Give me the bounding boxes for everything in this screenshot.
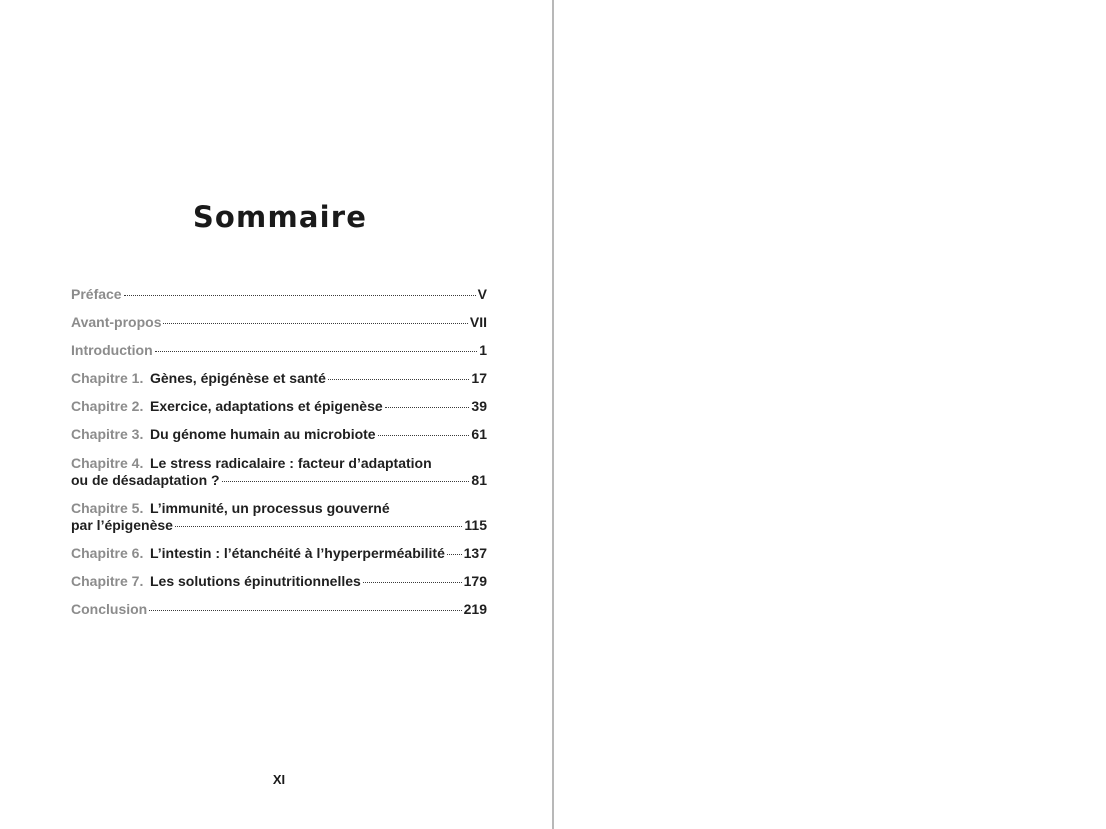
toc-entry-chapter-6 [71,543,487,563]
toc-entry-chapter-4 [71,453,487,490]
toc-entry-conclusion [71,599,487,619]
toc-chapter-title-continued: par l’épigenèse [71,517,173,533]
dot-leader [328,379,470,380]
toc-chapter-number: Chapitre 4. [71,455,144,471]
dot-leader [175,526,462,527]
toc-page-number: 1 [479,342,487,358]
toc-entry-introduction [71,340,487,360]
dot-leader [124,295,476,296]
toc-entry-preface [71,284,487,304]
toc-page-number: 179 [463,573,487,589]
toc-entry-chapter-5 [71,498,487,535]
toc-entry-label: Introduction [71,342,153,358]
toc-entry-label: Conclusion [71,601,148,617]
left-page [0,0,552,829]
page-title: Sommaire [192,200,368,234]
toc-chapter-number: Chapitre 1. [71,370,144,386]
toc-chapter-number: Chapitre 2. [71,398,144,414]
toc-entry-label: Préface [71,286,122,302]
toc-page-number: 115 [464,517,487,533]
toc-chapter-title-continued: ou de désadaptation ? [71,472,220,488]
dot-leader [149,610,461,611]
toc-entry-chapter-1 [71,368,487,388]
toc-page-number: 81 [471,472,487,488]
toc-page-number: 61 [471,426,487,442]
toc-chapter-number: Chapitre 7. [71,573,144,589]
toc-entry-label: Avant-propos [71,314,162,330]
toc-chapter-title: Exercice, adaptations et épigenèse [150,398,383,414]
dot-leader [385,407,470,408]
dot-leader [222,481,470,482]
dot-leader [163,323,467,324]
toc-chapter-number: Chapitre 5. [71,500,144,516]
toc-page-number: 17 [471,370,487,386]
toc-page-number: 39 [471,398,487,414]
toc-chapter-number: Chapitre 6. [71,545,144,561]
toc-page-number: 137 [463,545,487,561]
toc-entry-chapter-7 [71,571,487,591]
right-page [554,0,1106,829]
dot-leader [447,554,462,555]
toc-chapter-number: Chapitre 3. [71,426,144,442]
toc-chapter-title: Gènes, épigénèse et santé [150,370,326,386]
page-number: XI [272,772,286,787]
toc-entry-avant-propos [71,312,487,332]
toc-chapter-title: Du génome humain au microbiote [150,426,376,442]
toc-entry-chapter-2 [71,396,487,416]
toc-chapter-title: L’intestin : l’étanchéité à l’hyperperméabilité [150,545,445,561]
dot-leader [378,435,470,436]
toc-entry-chapter-3 [71,424,487,444]
toc-chapter-title: Le stress radicalaire : facteur d’adaptation [150,455,432,471]
dot-leader [363,582,462,583]
toc-chapter-title: Les solutions épinutritionnelles [150,573,361,589]
toc-page-number: 219 [463,601,487,617]
toc-page-number: V [477,286,487,302]
toc-page-number: VII [469,314,487,330]
toc-chapter-title: L’immunité, un processus gouverné [150,500,390,516]
dot-leader [155,351,478,352]
